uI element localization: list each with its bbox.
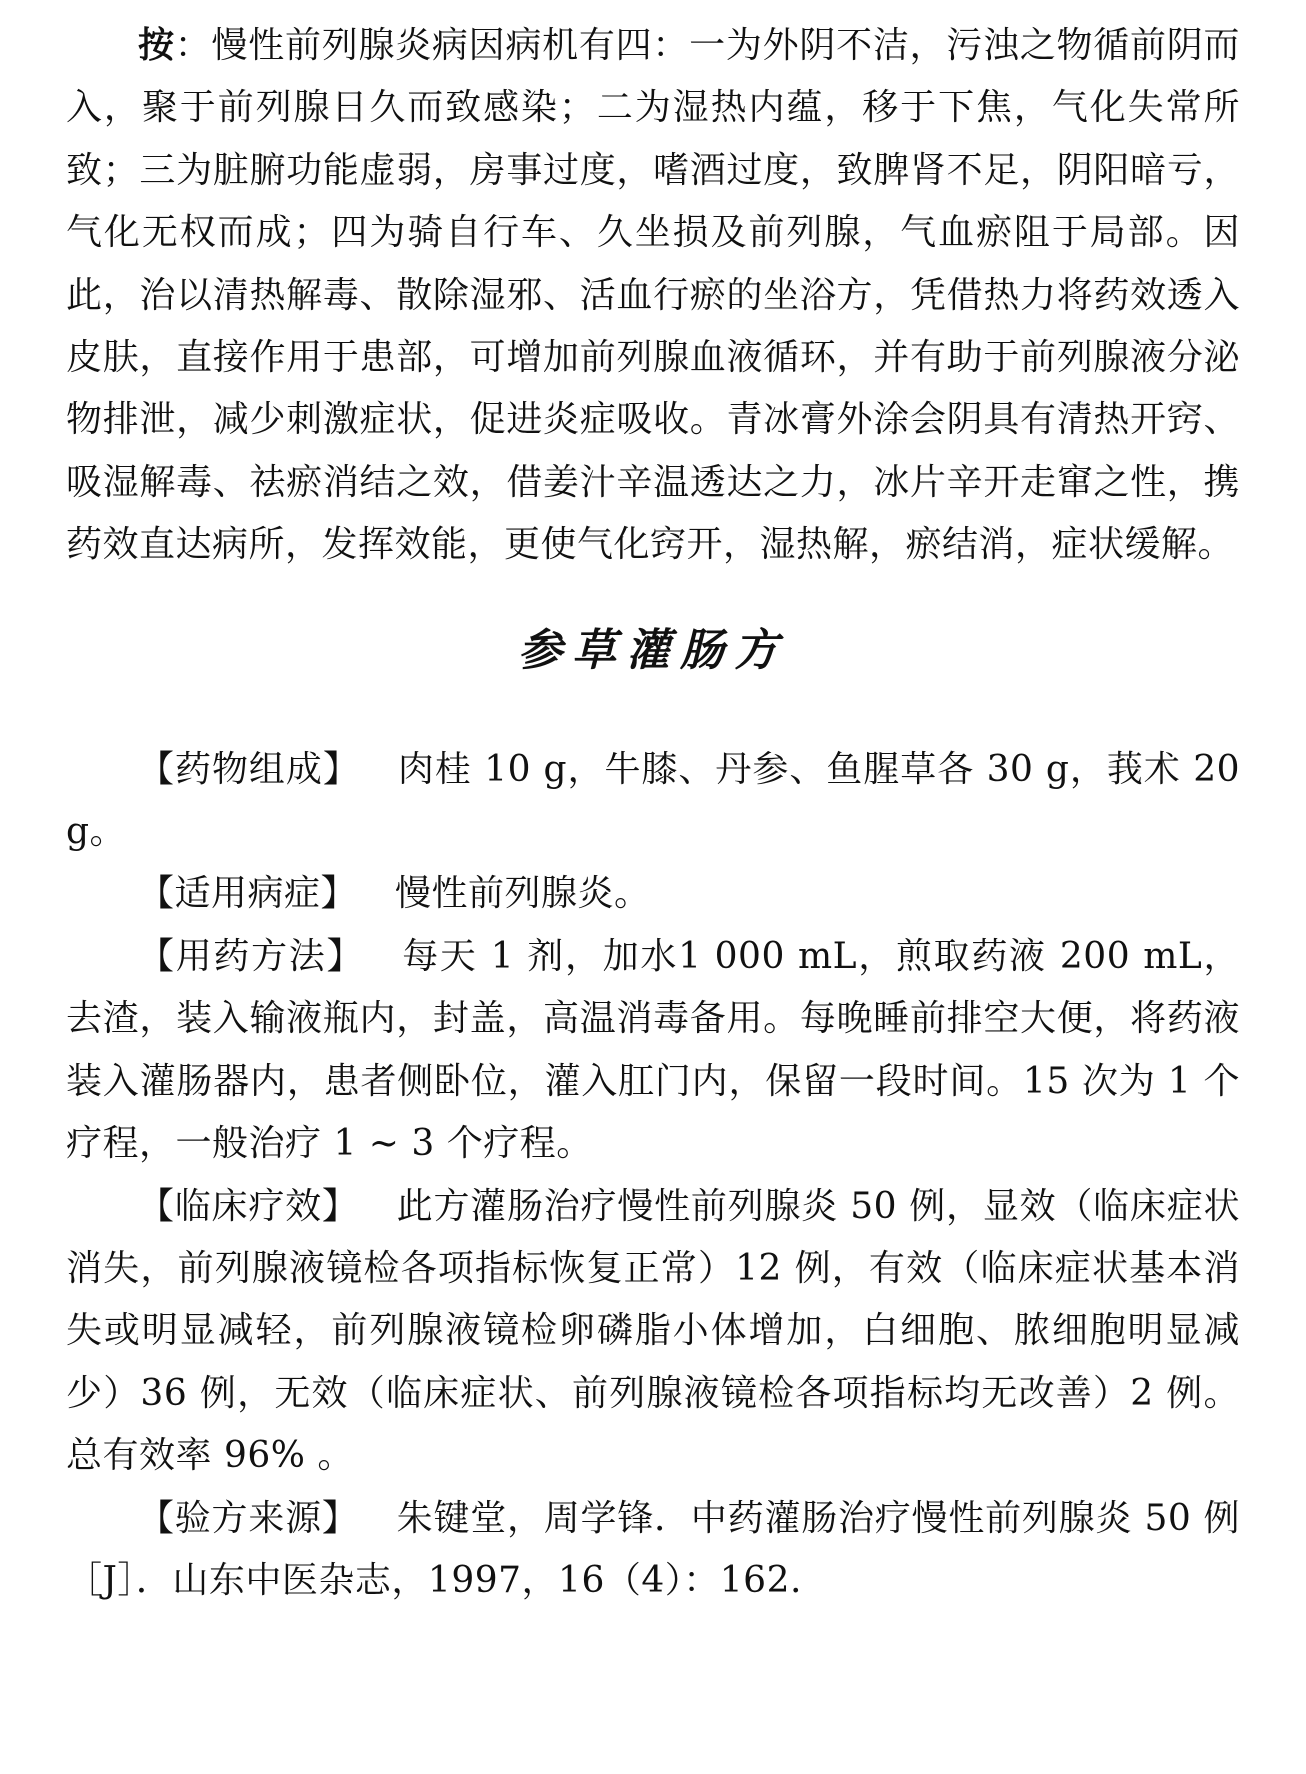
entry-text: 此方灌肠治疗慢性前列腺炎 50 例，显效（临床症状消失，前列腺液镜检各项指标恢复正常）12 例，有效（临床症状基本消失或明显减轻，前列腺液镜检卵磷脂小体增加，白细胞、脓细胞明显减少）36 例，无效（临床症状、前列腺液镜检各项指标均无改善）2 例。总有效率 96% 。 [66,1185,1240,1477]
commentary-lead: 按 [138,24,175,66]
entry-label: 【适用病症】 [138,873,358,915]
entry-label: 【临床疗效】 [138,1185,359,1227]
commentary-text: ：慢性前列腺炎病因病机有四：一为外阴不洁，污浊之物循前阴而入，聚于前列腺日久而致感染；二为湿热内蕴，移于下焦，气化失常所致；三为脏腑功能虚弱，房事过度，嗜酒过度，致脾肾不足，阴阳暗亏，气化无权而成；四为骑自行车、久坐损及前列腺，气血瘀阻于局部。因此，治以清热解毒、散除湿邪、活血行瘀的坐浴方，凭借热力将药效透入皮肤，直接作用于患部，可增加前列腺血液循环，并有助于前列腺液分泌物排泄，减少刺激症状，促进炎症吸收。青冰膏外涂会阴具有清热开窍、吸湿解毒、祛瘀消结之效，借姜汁辛温透达之力，冰片辛开走窜之性，携药效直达病所，发挥效能，更使气化窍开，湿热解，瘀结消，症状缓解。 [66,25,1240,566]
entry-usage [66,926,1240,1176]
entry-composition [66,739,1240,864]
entry-efficacy [66,1176,1240,1488]
entry-label: 【验方来源】 [138,1497,359,1539]
entry-label: 【用药方法】 [138,935,365,977]
entry-text: 肉桂 10 g，牛膝、丹参、鱼腥草各 30 g，莪术 20 g。 [66,748,1240,853]
section-title: 参草灌肠方 [518,624,788,676]
commentary-paragraph [66,14,1240,577]
entry-label: 【药物组成】 [138,748,360,790]
entry-indication [66,863,1240,925]
entry-text: 慢性前列腺炎。 [395,873,651,915]
document-page [66,14,1240,1612]
entry-text: 每天 1 剂，加水1 000 mL，煎取药液 200 mL，去渣，装入输液瓶内，封盖，高温消毒备用。每晚睡前排空大便，将药液装入灌肠器内，患者侧卧位，灌入肛门内，保留一段时间。15 次为 1 个疗程，一般治疗 1 ~ 3 个疗程。 [66,935,1240,1165]
entry-source [66,1488,1240,1613]
entry-text: 朱键堂，周学锋．中药灌肠治疗慢性前列腺炎 50 例［J］．山东中医杂志，1997，16（4）：162. [66,1497,1240,1601]
